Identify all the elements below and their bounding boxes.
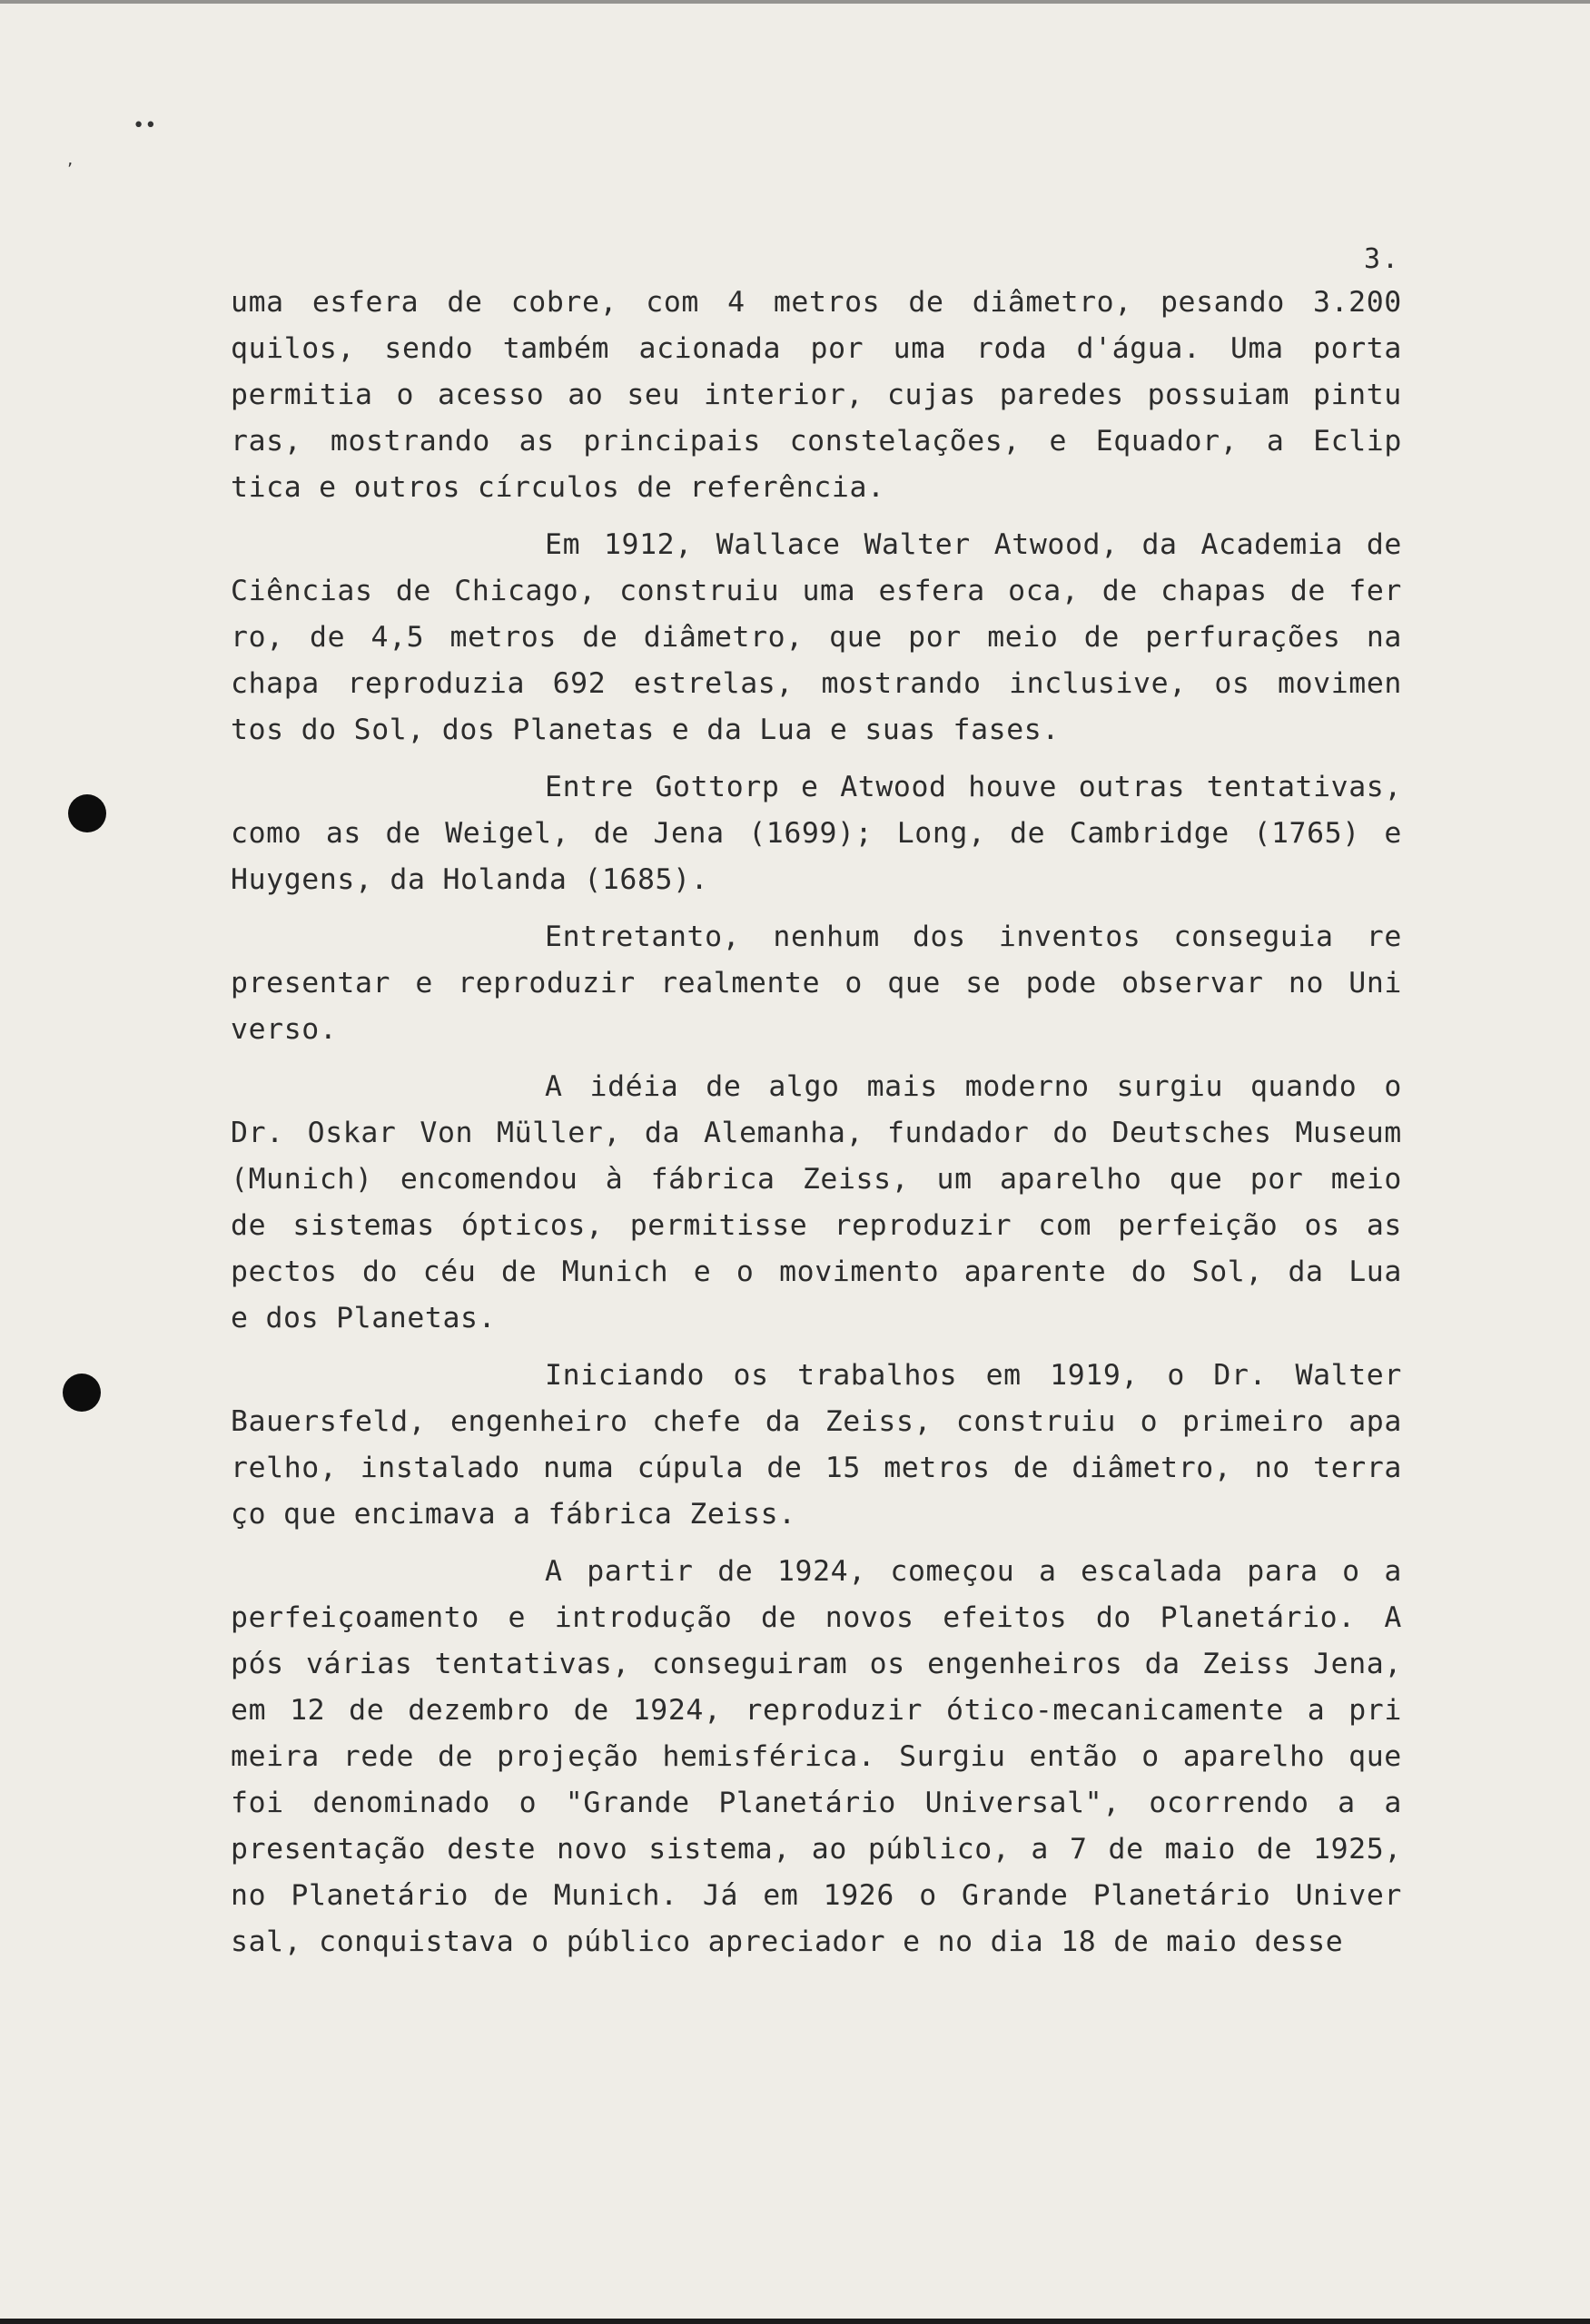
text-line: Bauersfeld, engenheiro chefe da Zeiss, construiu o primeiro apa [231, 1405, 1402, 1438]
text-line: Ciências de Chicago, construiu uma esfera oca, de chapas de fer [231, 575, 1402, 607]
paragraph [231, 280, 1402, 511]
paragraph [231, 1353, 1402, 1538]
paragraph [231, 764, 1402, 903]
stray-mark: ’ [65, 160, 74, 177]
text-line: Entretanto, nenhum dos inventos conseguia re [545, 921, 1402, 953]
text-line: de sistemas ópticos, permitisse reproduzir com perfeição os as [231, 1209, 1402, 1242]
text-line: como as de Weigel, de Jena (1699); Long, de Cambridge (1765) e [231, 817, 1402, 850]
text-line: sal, conquistava o público apreciador e no dia 18 de maio desse [231, 1925, 1344, 1958]
text-line: perfeiçoamento e introdução de novos efeitos do Planetário. A [231, 1601, 1402, 1634]
text-line: permitia o acesso ao seu interior, cujas paredes possuiam pintu [231, 379, 1402, 411]
text-line: chapa reproduzia 692 estrelas, mostrando inclusive, os movimen [231, 667, 1402, 700]
text-line: A partir de 1924, começou a escalada para o a [545, 1555, 1402, 1588]
text-line: Huygens, da Holanda (1685). [231, 863, 709, 896]
punch-hole [63, 1374, 101, 1412]
text-line: tica e outros círculos de referência. [231, 471, 885, 504]
paragraph [231, 1549, 1402, 1965]
stray-mark: •• [133, 114, 157, 137]
text-line: no Planetário de Munich. Já em 1926 o Grande Planetário Univer [231, 1879, 1402, 1912]
text-line: presentação deste novo sistema, ao público, a 7 de maio de 1925, [231, 1833, 1402, 1866]
page-number: 3. [1364, 243, 1401, 275]
page-bottom-edge [0, 2319, 1590, 2324]
text-line: uma esfera de cobre, com 4 metros de diâmetro, pesando 3.200 [231, 286, 1402, 319]
text-line: foi denominado o "Grande Planetário Universal", ocorrendo a a [231, 1787, 1402, 1819]
page-top-edge [0, 0, 1590, 4]
text-line: ras, mostrando as principais constelações, e Equador, a Eclip [231, 425, 1402, 458]
document-body [231, 280, 1402, 1976]
paragraph [231, 522, 1402, 753]
text-line: ro, de 4,5 metros de diâmetro, que por meio de perfurações na [231, 621, 1402, 654]
text-line: Dr. Oskar Von Müller, da Alemanha, fundador do Deutsches Museum [231, 1117, 1402, 1149]
text-line: pectos do céu de Munich e o movimento aparente do Sol, da Lua [231, 1256, 1402, 1288]
text-line: Iniciando os trabalhos em 1919, o Dr. Walter [545, 1359, 1402, 1392]
text-line: (Munich) encomendou à fábrica Zeiss, um aparelho que por meio [231, 1163, 1402, 1196]
text-line: pós várias tentativas, conseguiram os engenheiros da Zeiss Jena, [231, 1648, 1402, 1680]
text-line: quilos, sendo também acionada por uma roda d'água. Uma porta [231, 332, 1402, 365]
text-line: A idéia de algo mais moderno surgiu quando o [545, 1070, 1402, 1103]
text-line: relho, instalado numa cúpula de 15 metros de diâmetro, no terra [231, 1452, 1402, 1484]
punch-hole [68, 794, 106, 832]
text-line: verso. [231, 1013, 338, 1046]
text-line: ço que encimava a fábrica Zeiss. [231, 1498, 796, 1531]
paragraph [231, 1064, 1402, 1342]
text-line: presentar e reproduzir realmente o que se pode observar no Uni [231, 967, 1402, 1000]
text-line: Em 1912, Wallace Walter Atwood, da Academia de [545, 528, 1402, 561]
text-line: em 12 de dezembro de 1924, reproduzir ótico-mecanicamente a pri [231, 1694, 1402, 1727]
paragraph [231, 914, 1402, 1053]
text-line: e dos Planetas. [231, 1302, 497, 1334]
text-line: meira rede de projeção hemisférica. Surgiu então o aparelho que [231, 1740, 1402, 1773]
text-line: tos do Sol, dos Planetas e da Lua e suas fases. [231, 714, 1060, 746]
text-line: Entre Gottorp e Atwood houve outras tentativas, [545, 771, 1402, 803]
